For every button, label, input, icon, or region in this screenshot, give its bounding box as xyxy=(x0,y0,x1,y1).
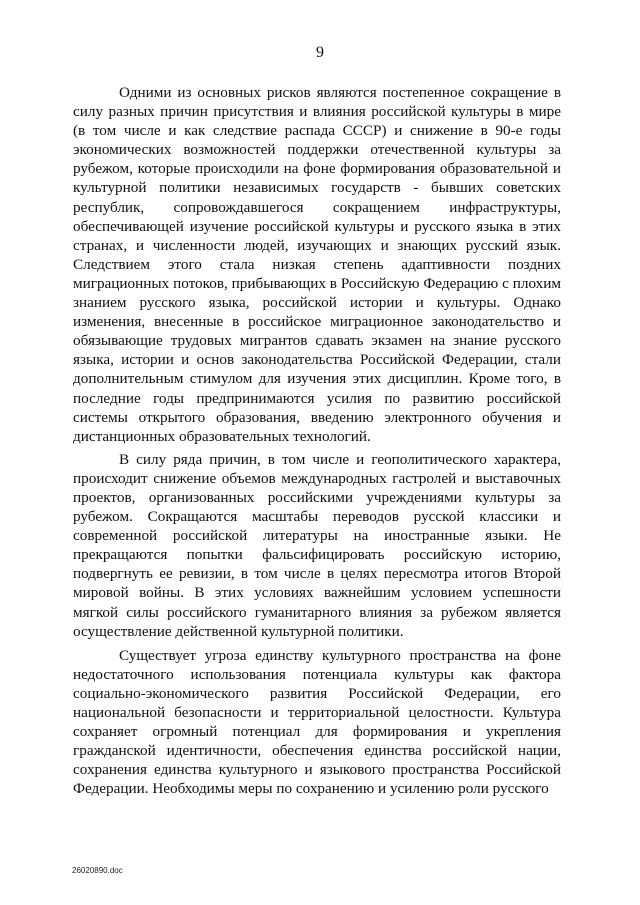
paragraph-risks: Одними из основных рисков являются постепенное сокращение в силу разных причин присутствия и влияния российской культуры в мире (в том числе и как следствие распада СССР) и снижение в 90-е годы экономических возможностей поддержки отечественной культуры за рубежом, которые происходили на фоне формирования образовательной и культурной политики независимых государств - бывших советских республик, сопровождавшегося сокращением инфраструктуры, обеспечивающей изучение российской культуры и русского языка в этих странах, и численности людей, изучающих и знающих русский язык. Следствием этого стала низкая степень адаптивности поздних миграционных потоков, прибывающих в Российскую Федерацию с плохим знанием русского языка, российской истории и культуры. Однако изменения, внесенные в российское миграционное законодательство и обязывающие трудовых мигрантов сдавать экзамен на знание русского языка, истории и основ законодательства Российской Федерации, стали дополнительным стимулом для изучения этих дисциплин. Кроме того, в последние годы предпринимаются усилия по развитию российской системы открытого образования, введению электронного обучения и дистанционных образовательных технологий. xyxy=(73,84,561,445)
document-file-code: 26020890.doc xyxy=(72,866,123,875)
document-body xyxy=(73,83,561,798)
paragraph-geopolitics: В силу ряда причин, в том числе и геополитического характера, происходит снижение объемов международных гастролей и выставочных проектов, организованных российскими учреждениями культуры за рубежом. Сокращаются масштабы переводов русской классики и современной российской литературы на иностранные языки. Не прекращаются попытки фальсифицировать российскую историю, подвергнуть ее ревизии, в том числе в целях пересмотра итогов Второй мировой войны. В этих условиях важнейшим условием успешности мягкой силы российского гуманитарного влияния за рубежом является осуществление действенной культурной политики. xyxy=(73,450,561,640)
page-number: 9 xyxy=(316,44,324,61)
paragraph-cultural-space: Существует угроза единству культурного пространства на фоне недостаточного использования потенциала культуры как фактора социально-экономического развития Российской Федерации, его национальной безопасности и территориальной целостности. Культура сохраняет огромный потенциал для формирования и укрепления гражданской идентичности, обеспечения единства российской нации, сохранения единства культурного и языкового пространства Российской Федерации. Необходимы меры по сохранению и усилению роли русского xyxy=(73,646,561,798)
